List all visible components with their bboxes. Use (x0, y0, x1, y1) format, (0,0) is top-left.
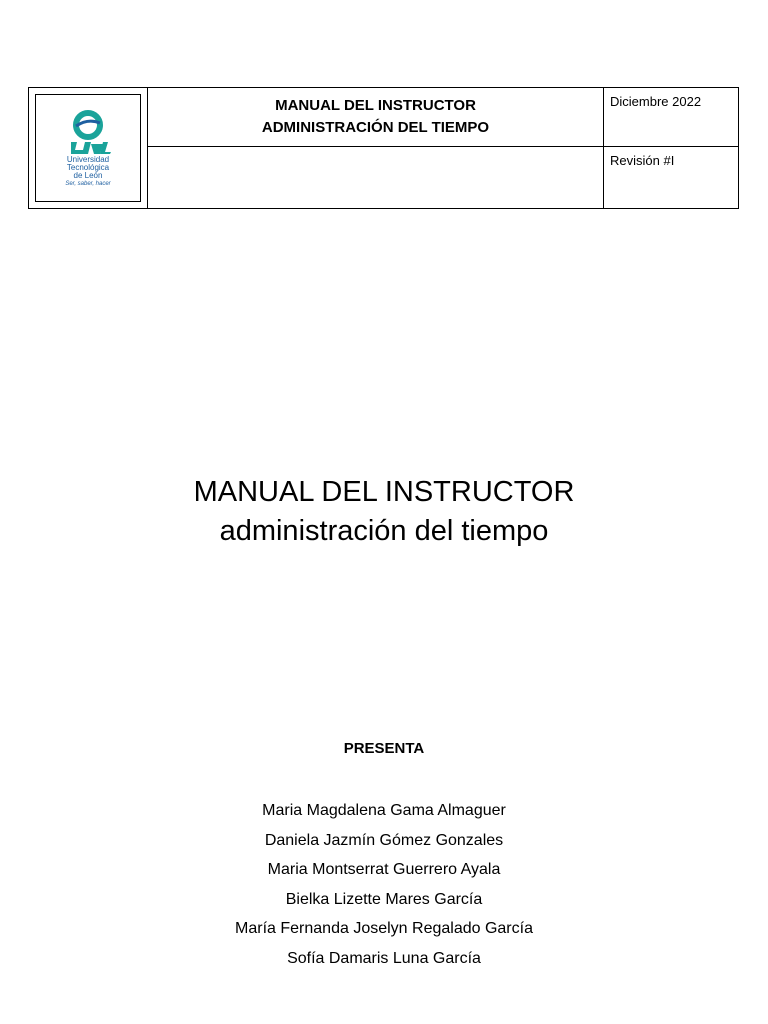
header-title-line-1: MANUAL DEL INSTRUCTOR (275, 97, 476, 114)
author-name: María Fernanda Joselyn Regalado García (235, 920, 533, 937)
logo-line-3: de León (73, 170, 103, 180)
author-name: Daniela Jazmín Gómez Gonzales (264, 831, 504, 849)
author-name: Maria Magdalena Gama Almaguer (262, 802, 506, 819)
logo-line-2: Tecnológica (66, 162, 110, 172)
header-title-line-2: ADMINISTRACIÓN DEL TIEMPO (261, 119, 490, 136)
header-revision: Revisión #I (610, 153, 675, 168)
header-date: Diciembre 2022 (610, 94, 702, 109)
author-list (0, 796, 768, 973)
header-revision-cell (604, 147, 739, 209)
author-name: Maria Montserrat Guerrero Ayala (267, 861, 501, 878)
logo-cell (29, 88, 148, 209)
document-title: MANUAL DEL INSTRUCTOR (193, 476, 575, 508)
document-header-table (28, 87, 739, 209)
document-subtitle: administración del tiempo (219, 515, 549, 547)
logo-slogan: Ser, saber, hacer (65, 180, 111, 187)
header-empty-cell (148, 147, 604, 209)
utl-logo (35, 94, 141, 202)
logo-line-1: Universidad (66, 154, 110, 164)
document-title-block (0, 473, 768, 551)
header-title-cell (148, 88, 604, 147)
presenta-label: PRESENTA (343, 740, 425, 757)
utl-emblem-icon (63, 110, 113, 156)
author-name: Sofía Damaris Luna García (287, 949, 481, 967)
author-name: Bielka Lizette Mares García (285, 890, 483, 908)
header-date-cell (604, 88, 739, 147)
